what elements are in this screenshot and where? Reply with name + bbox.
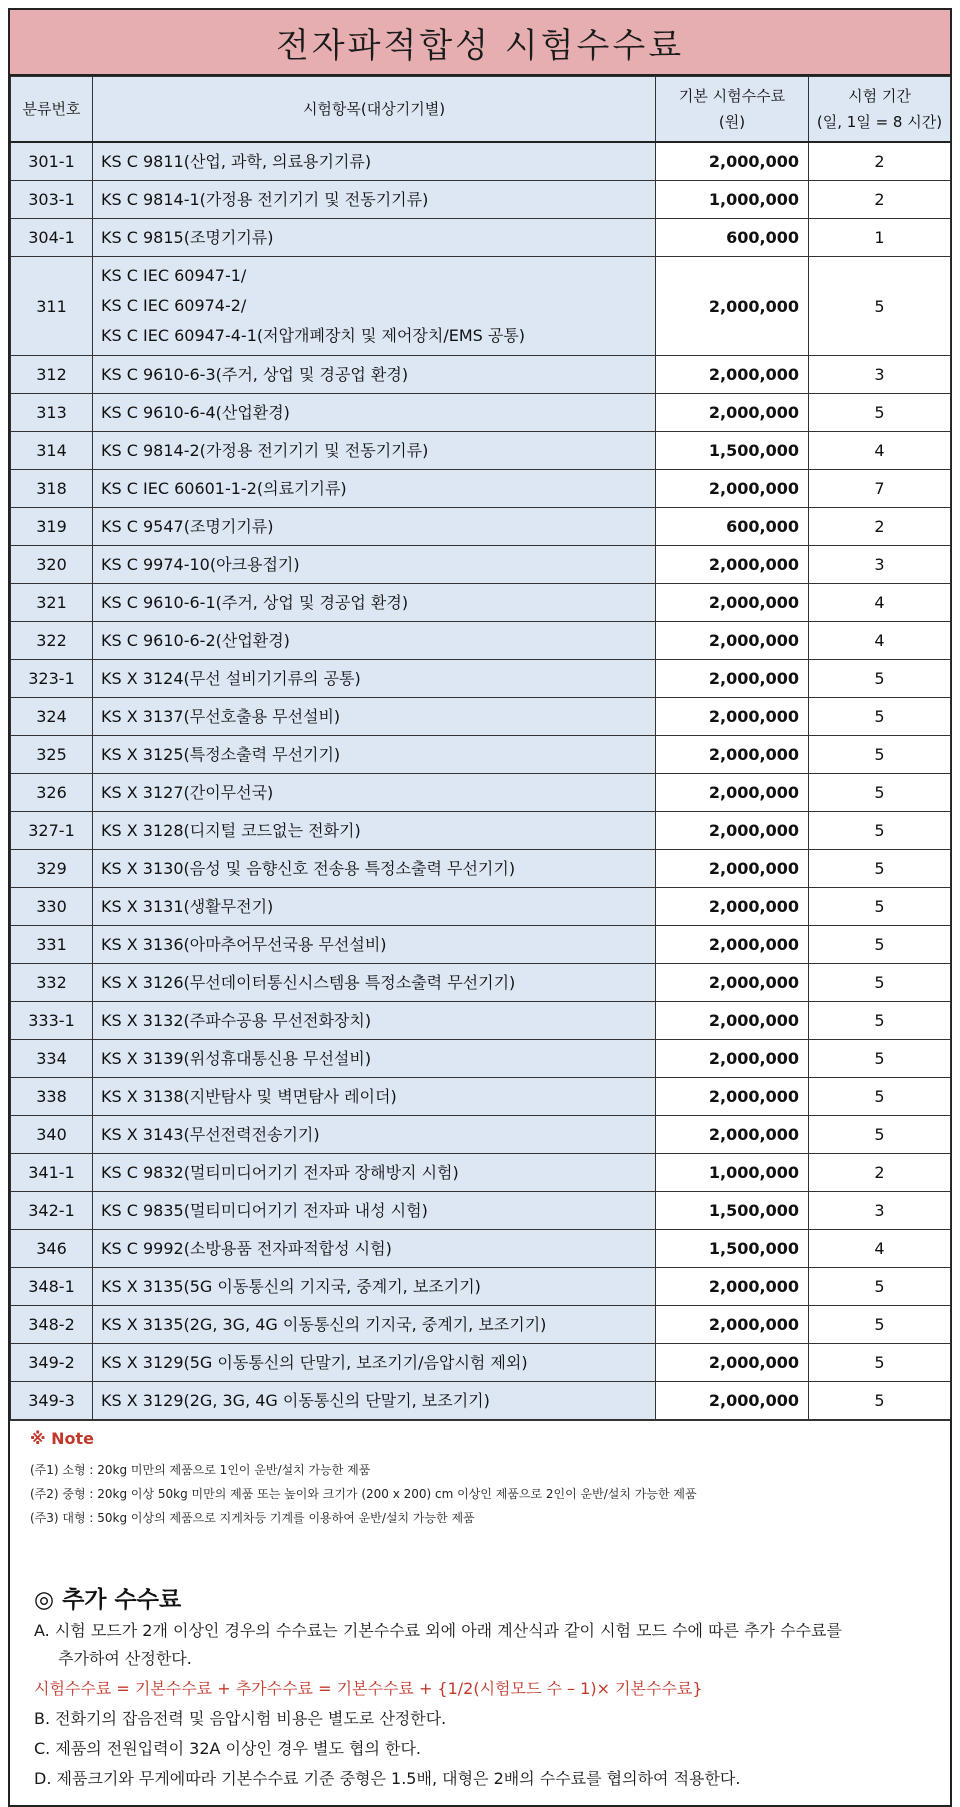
- extra-line-b: B. 전화기의 잡음전력 및 음압시험 비용은 별도로 산정한다.: [34, 1709, 447, 1728]
- cell-fee: 2,000,000: [656, 1268, 809, 1306]
- cell-code: 349-2: [11, 1344, 93, 1382]
- cell-item-line: KS C IEC 60947-1/: [101, 266, 247, 285]
- cell-fee: 1,000,000: [656, 1154, 809, 1192]
- cell-code: 304-1: [11, 219, 93, 257]
- table-row: [11, 470, 951, 508]
- cell-fee: 2,000,000: [656, 1002, 809, 1040]
- header-period-line1: 시험 기간: [848, 87, 911, 105]
- cell-code: 325: [11, 736, 93, 774]
- page-title: 전자파적합성 시험수수료: [10, 10, 950, 76]
- cell-item: KS X 3137(무선호출용 무선설비): [93, 698, 656, 736]
- cell-days: 2: [809, 508, 951, 546]
- table-row: [11, 394, 951, 432]
- cell-code: 318: [11, 470, 93, 508]
- cell-days: 4: [809, 584, 951, 622]
- cell-days: 5: [809, 1078, 951, 1116]
- table-row: [11, 1230, 951, 1268]
- cell-days: 5: [809, 698, 951, 736]
- cell-fee: 2,000,000: [656, 736, 809, 774]
- table-row: [11, 812, 951, 850]
- cell-item: KS X 3135(2G, 3G, 4G 이동통신의 기지국, 중계기, 보조기기): [93, 1306, 656, 1344]
- cell-code: 313: [11, 394, 93, 432]
- cell-code: 340: [11, 1116, 93, 1154]
- cell-item: KS X 3143(무선전력전송기기): [93, 1116, 656, 1154]
- cell-code: 348-1: [11, 1268, 93, 1306]
- cell-item: KS X 3127(간이무선국): [93, 774, 656, 812]
- cell-fee: 2,000,000: [656, 1078, 809, 1116]
- cell-item: KS X 3132(주파수공용 무선전화장치): [93, 1002, 656, 1040]
- header-fee-line1: 기본 시험수수료: [678, 87, 786, 105]
- cell-item: KS X 3130(음성 및 음향신호 전송용 특정소출력 무선기기): [93, 850, 656, 888]
- cell-days: 5: [809, 1306, 951, 1344]
- extra-line-c: C. 제품의 전원입력이 32A 이상인 경우 별도 협의 한다.: [34, 1739, 422, 1758]
- notes-section: [10, 1420, 950, 1805]
- cell-item: KS C 9832(멀티미디어기기 전자파 장해방지 시험): [93, 1154, 656, 1192]
- cell-code: 341-1: [11, 1154, 93, 1192]
- extra-line-a1: A. 시험 모드가 2개 이상인 경우의 수수료는 기본수수료 외에 아래 계산식과 같이 시험 모드 수에 따른 추가 수수료를: [34, 1621, 842, 1640]
- cell-code: 301-1: [11, 142, 93, 181]
- cell-fee: 2,000,000: [656, 964, 809, 1002]
- cell-code: 320: [11, 546, 93, 584]
- table-row: [11, 888, 951, 926]
- table-row: [11, 1306, 951, 1344]
- header-item: 시험항목(대상기기별): [93, 77, 656, 143]
- cell-item: KS X 3129(2G, 3G, 4G 이동통신의 단말기, 보조기기): [93, 1382, 656, 1420]
- cell-item: KS X 3131(생활무전기): [93, 888, 656, 926]
- cell-code: 321: [11, 584, 93, 622]
- extra-formula: 시험수수료 = 기본수수료 + 추가수수료 = 기본수수료 + {1/2(시험모드 수 – 1)× 기본수수료}: [34, 1679, 703, 1698]
- cell-fee: 2,000,000: [656, 1116, 809, 1154]
- cell-code: 323-1: [11, 660, 93, 698]
- cell-fee: 1,500,000: [656, 432, 809, 470]
- table-row: [11, 142, 951, 181]
- table-row: [11, 181, 951, 219]
- cell-code: 314: [11, 432, 93, 470]
- cell-fee: 2,000,000: [656, 142, 809, 181]
- cell-days: 5: [809, 1040, 951, 1078]
- cell-item: KS C 9835(멀티미디어기기 전자파 내성 시험): [93, 1192, 656, 1230]
- table-row: [11, 1154, 951, 1192]
- table-row: [11, 1344, 951, 1382]
- cell-code: 346: [11, 1230, 93, 1268]
- table-row: [11, 1268, 951, 1306]
- cell-code: 349-3: [11, 1382, 93, 1420]
- cell-days: 5: [809, 1382, 951, 1420]
- cell-code: 331: [11, 926, 93, 964]
- cell-days: 5: [809, 1268, 951, 1306]
- cell-item: KS C 9811(산업, 과학, 의료용기기류): [93, 142, 656, 181]
- cell-fee: 2,000,000: [656, 850, 809, 888]
- table-row: [11, 432, 951, 470]
- cell-item: KS X 3125(특정소출력 무선기기): [93, 736, 656, 774]
- cell-code: 329: [11, 850, 93, 888]
- cell-fee: 2,000,000: [656, 888, 809, 926]
- cell-fee: 2,000,000: [656, 812, 809, 850]
- table-row: [11, 1192, 951, 1230]
- cell-item: KS C 9547(조명기기류): [93, 508, 656, 546]
- table-row: [11, 926, 951, 964]
- extra-line-d: D. 제품크기와 무게에따라 기본수수료 기준 중형은 1.5배, 대형은 2배의 수수료를 협의하여 적용한다.: [34, 1769, 741, 1788]
- cell-fee: 2,000,000: [656, 257, 809, 356]
- cell-item: KS X 3126(무선데이터통신시스템용 특정소출력 무선기기): [93, 964, 656, 1002]
- cell-code: 312: [11, 356, 93, 394]
- cell-days: 5: [809, 812, 951, 850]
- cell-days: 4: [809, 432, 951, 470]
- table-row: [11, 736, 951, 774]
- note-line: (주2) 중형 : 20kg 이상 50kg 미만의 제품 또는 높이와 크기가 (200 x 200) cm 이상인 제품으로 2인이 운반/설치 가능한 제품: [30, 1487, 697, 1501]
- cell-item: KS X 3129(5G 이동통신의 단말기, 보조기기/음압시험 제외): [93, 1344, 656, 1382]
- cell-fee: 2,000,000: [656, 1306, 809, 1344]
- cell-fee: 600,000: [656, 219, 809, 257]
- cell-fee: 2,000,000: [656, 546, 809, 584]
- cell-item: KS C 9610-6-1(주거, 상업 및 경공업 환경): [93, 584, 656, 622]
- cell-item: KS C 9815(조명기기류): [93, 219, 656, 257]
- cell-fee: 2,000,000: [656, 698, 809, 736]
- cell-item: KS C 9974-10(아크용접기): [93, 546, 656, 584]
- table-row: [11, 1002, 951, 1040]
- header-fee: [656, 77, 809, 143]
- cell-days: 4: [809, 622, 951, 660]
- fee-document: [8, 8, 952, 1807]
- table-row: [11, 622, 951, 660]
- note-line: (주1) 소형 : 20kg 미만의 제품으로 1인이 운반/설치 가능한 제품: [30, 1463, 371, 1477]
- cell-days: 5: [809, 774, 951, 812]
- cell-days: 1: [809, 219, 951, 257]
- table-row: [11, 1116, 951, 1154]
- cell-code: 348-2: [11, 1306, 93, 1344]
- cell-fee: 2,000,000: [656, 660, 809, 698]
- cell-days: 3: [809, 546, 951, 584]
- cell-fee: 2,000,000: [656, 1040, 809, 1078]
- table-row: [11, 508, 951, 546]
- cell-code: 327-1: [11, 812, 93, 850]
- cell-days: 5: [809, 1116, 951, 1154]
- cell-days: 7: [809, 470, 951, 508]
- table-row: [11, 698, 951, 736]
- table-row: [11, 356, 951, 394]
- cell-item-line: KS C IEC 60947-4-1(저압개폐장치 및 제어장치/EMS 공통): [101, 326, 526, 345]
- header-code: 분류번호: [11, 77, 93, 143]
- cell-days: 5: [809, 736, 951, 774]
- cell-item: KS C IEC 60601-1-2(의료기기류): [93, 470, 656, 508]
- cell-item: KS X 3135(5G 이동통신의 기지국, 중계기, 보조기기): [93, 1268, 656, 1306]
- cell-days: 3: [809, 1192, 951, 1230]
- cell-days: 2: [809, 181, 951, 219]
- cell-fee: 2,000,000: [656, 470, 809, 508]
- table-row: [11, 1078, 951, 1116]
- cell-code: 319: [11, 508, 93, 546]
- cell-fee: 2,000,000: [656, 622, 809, 660]
- header-fee-line2: (원): [718, 113, 746, 131]
- note-line: (주3) 대형 : 50kg 이상의 제품으로 지게차등 기계를 이용하여 운반/설치 가능한 제품: [30, 1511, 475, 1525]
- cell-item: KS C 9814-2(가정용 전기기기 및 전동기기류): [93, 432, 656, 470]
- cell-code: 333-1: [11, 1002, 93, 1040]
- cell-fee: 2,000,000: [656, 1344, 809, 1382]
- fee-table: [10, 76, 951, 1420]
- cell-item: [93, 257, 656, 356]
- cell-code: 324: [11, 698, 93, 736]
- cell-days: 4: [809, 1230, 951, 1268]
- cell-code: 332: [11, 964, 93, 1002]
- table-row: [11, 546, 951, 584]
- cell-item: KS X 3138(지반탐사 및 벽면탐사 레이더): [93, 1078, 656, 1116]
- cell-days: 5: [809, 850, 951, 888]
- cell-fee: 1,000,000: [656, 181, 809, 219]
- table-row: [11, 219, 951, 257]
- extra-line-a2: 추가하여 산정한다.: [58, 1649, 192, 1668]
- cell-days: 5: [809, 888, 951, 926]
- cell-code: 334: [11, 1040, 93, 1078]
- cell-fee: 2,000,000: [656, 926, 809, 964]
- cell-code: 326: [11, 774, 93, 812]
- table-row: [11, 1382, 951, 1420]
- cell-item: KS X 3124(무선 설비기기류의 공통): [93, 660, 656, 698]
- table-row: [11, 964, 951, 1002]
- table-row: [11, 584, 951, 622]
- note-title: ※ Note: [30, 1429, 95, 1448]
- cell-fee: 2,000,000: [656, 584, 809, 622]
- table-row: [11, 660, 951, 698]
- cell-code: 322: [11, 622, 93, 660]
- cell-code: 330: [11, 888, 93, 926]
- cell-item: KS X 3136(아마추어무선국용 무선설비): [93, 926, 656, 964]
- cell-fee: 1,500,000: [656, 1230, 809, 1268]
- table-header-row: [11, 77, 951, 143]
- cell-fee: 1,500,000: [656, 1192, 809, 1230]
- table-body: [11, 142, 951, 1420]
- cell-item: KS C 9814-1(가정용 전기기기 및 전동기기류): [93, 181, 656, 219]
- cell-fee: 2,000,000: [656, 1382, 809, 1420]
- cell-code: 303-1: [11, 181, 93, 219]
- cell-days: 5: [809, 394, 951, 432]
- cell-days: 5: [809, 1002, 951, 1040]
- cell-item: KS C 9610-6-3(주거, 상업 및 경공업 환경): [93, 356, 656, 394]
- cell-days: 5: [809, 1344, 951, 1382]
- cell-days: 5: [809, 964, 951, 1002]
- cell-fee: 2,000,000: [656, 356, 809, 394]
- cell-fee: 600,000: [656, 508, 809, 546]
- cell-code: 342-1: [11, 1192, 93, 1230]
- cell-item: KS C 9610-6-2(산업환경): [93, 622, 656, 660]
- header-period: [809, 77, 951, 143]
- cell-code: 338: [11, 1078, 93, 1116]
- cell-item: KS X 3128(디지털 코드없는 전화기): [93, 812, 656, 850]
- cell-item: KS C 9610-6-4(산업환경): [93, 394, 656, 432]
- cell-days: 3: [809, 356, 951, 394]
- extra-fee-title: ◎ 추가 수수료: [34, 1587, 182, 1613]
- cell-fee: 2,000,000: [656, 394, 809, 432]
- cell-item: KS C 9992(소방용품 전자파적합성 시험): [93, 1230, 656, 1268]
- cell-code: 311: [11, 257, 93, 356]
- cell-item: KS X 3139(위성휴대통신용 무선설비): [93, 1040, 656, 1078]
- table-row: [11, 1040, 951, 1078]
- table-row: [11, 850, 951, 888]
- cell-days: 5: [809, 660, 951, 698]
- cell-days: 2: [809, 142, 951, 181]
- table-row: [11, 257, 951, 356]
- table-row: [11, 774, 951, 812]
- cell-item-line: KS C IEC 60974-2/: [101, 296, 247, 315]
- header-period-line2: (일, 1일 = 8 시간): [816, 113, 943, 131]
- cell-fee: 2,000,000: [656, 774, 809, 812]
- cell-days: 5: [809, 257, 951, 356]
- cell-days: 5: [809, 926, 951, 964]
- cell-days: 2: [809, 1154, 951, 1192]
